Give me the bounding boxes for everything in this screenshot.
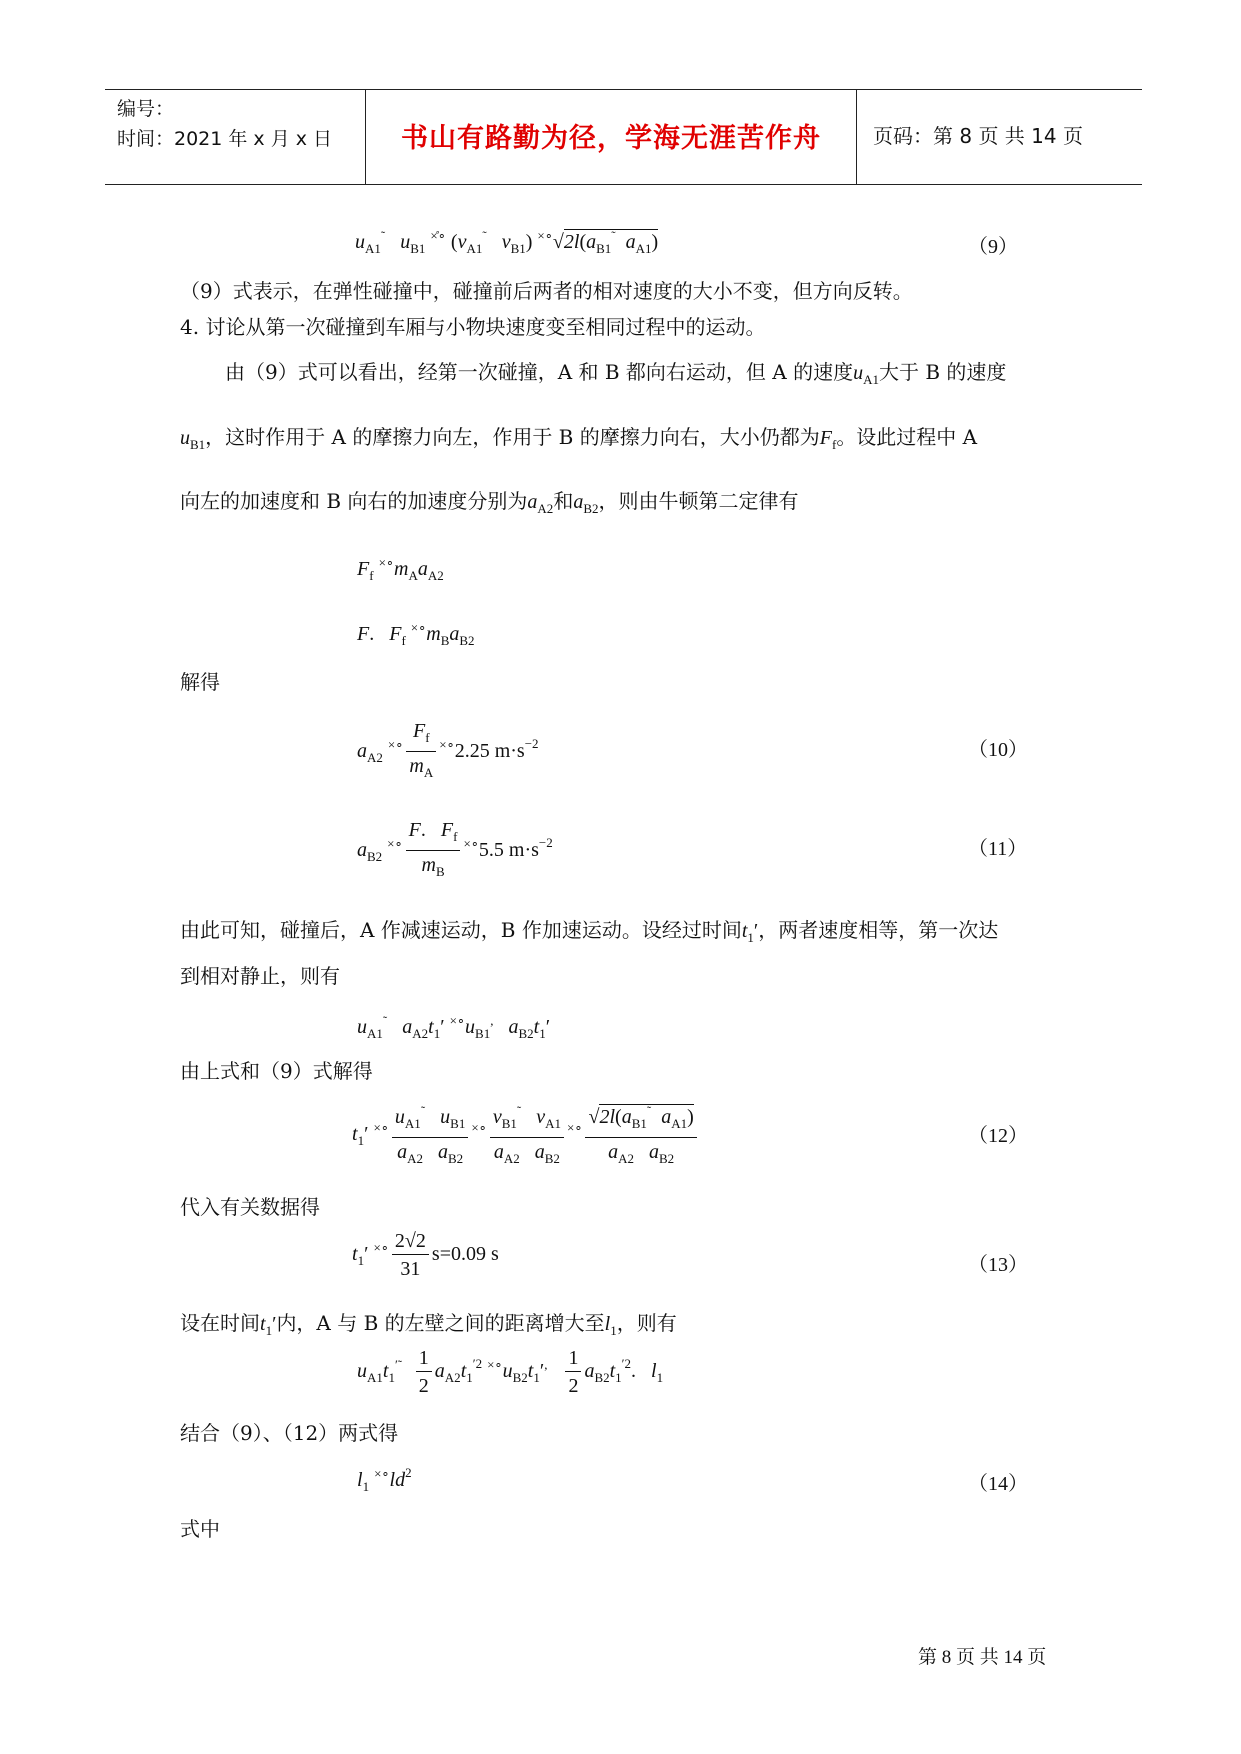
header-time: 时间：2021 年 x 月 x 日 (117, 128, 333, 150)
equation-14: $l_1$ $^{\times\circ}ld^2$ (357, 1465, 412, 1494)
paragraph-2-line-2: 到相对静止，则有 (180, 964, 340, 988)
equation-number-10: （10） (968, 739, 1028, 761)
label-jiede: 解得 (180, 670, 220, 694)
paragraph-2-line-1: 由此可知，碰撞后，A 作减速运动，B 作加速运动。设经过时间$t_1'$，两者速度相等，第一次达 (180, 918, 999, 945)
paragraph-eq9-explanation: （9）式表示，在弹性碰撞中，碰撞前后两者的相对速度的大小不变，但方向反转。 (180, 279, 913, 303)
equation-9: $u_{A1}^˜$ $u_{B1}$ ×̊∘ ($v_{A1}^˜$ $v_{B1}$) $^{\times\circ}√2l(a_{B1}^˜$ $a_{A1}$) (355, 228, 659, 256)
paragraph-5: 设在时间$t_1'$内，A 与 B 的左壁之间的距离增大至$l_1$，则有 (180, 1311, 677, 1338)
page-footer: 第 8 页 共 14 页 (918, 1647, 1047, 1668)
equation-displacement: $u_{A1}t_1^{'̃}$ $\frac{1}{2}$ $a_{A2}t_1^{'2}$ $^{\times\circ}u_{B2}t_1'^,$ $\frac{1}{2}$ $a_{B2}t_1^{'2}$. $l_1$ (357, 1347, 664, 1397)
equation-number-11: （11） (968, 838, 1028, 860)
header-serial: 编号： (117, 98, 175, 120)
paragraph-7: 式中 (180, 1517, 220, 1541)
equation-newton-a: $F_f$ $^{\times\circ}m_Aa_{A2}$ (357, 555, 444, 583)
equation-number-13: （13） (968, 1254, 1028, 1276)
page-header (105, 89, 1142, 185)
section-4-heading: 4. 讨论从第一次碰撞到车厢与小物块速度变至相同过程中的运动。 (180, 315, 766, 339)
paragraph-3: 由上式和（9）式解得 (180, 1059, 373, 1083)
equation-12: $t_1'$ ×∘ $\frac{u_{A1}^˜ u_{B1}}{a_{A2} a_{B2}}$ ×∘ $\frac{v_{B1}^˜ v_{A1}}{a_{A2} a_{B2}}$ ×∘ $\frac{√2l(a_{B1}^˜ a_{A1})}{a_{A2} a_{B2}}$ (352, 1098, 700, 1173)
equation-11: $a_{B2}$ ×∘ $\frac{F. F_f}{m_B}$ ×∘5.5 $m\cdot s^{-2}$ (357, 819, 553, 879)
equation-newton-b: F. $F_f$ $^{\times\circ}m_Ba_{B2}$ (357, 620, 475, 648)
header-divider (856, 90, 857, 184)
equation-number-14: （14） (968, 1473, 1028, 1495)
header-meta (117, 94, 332, 154)
paragraph-1-line-3: 向左的加速度和 B 向右的加速度分别为$a_{A2}$和$a_{B2}$，则由牛顿第二定律有 (180, 489, 799, 516)
equation-13: $t_1'$ ×∘ $\frac{2√2}{31}$ s=0.09 s (352, 1230, 499, 1280)
equation-10: $a_{A2}$ ×∘ $\frac{F_f}{m_A}$ ×∘2.25 $m\cdot s^{-2}$ (357, 720, 539, 780)
paragraph-6: 结合（9）、（12）两式得 (180, 1421, 399, 1445)
equation-relative-rest: $u_{A1}^˜$ $a_{A2}t_1'$ $^{\times\circ}u_{B1}^,$ $a_{B2}t_1'$ (357, 1013, 551, 1041)
paragraph-1-line-2: $u_{B1}$，这时作用于 A 的摩擦力向左，作用于 B 的摩擦力向右，大小仍都为$F_f$。设此过程中 A (180, 425, 978, 452)
paragraph-1-line-1: 由（9）式可以看出，经第一次碰撞，A 和 B 都向右运动，但 A 的速度$u_{A1}$大于 B 的速度 (225, 360, 1007, 387)
equation-number-12: （12） (968, 1125, 1028, 1147)
equation-number-9: （9） (968, 236, 1018, 258)
header-page-number: 页码：第 8 页 共 14 页 (873, 124, 1083, 148)
header-divider (365, 90, 366, 184)
paragraph-4: 代入有关数据得 (180, 1195, 320, 1219)
header-motto: 书山有路勤为径，学海无涯苦作舟 (401, 123, 821, 154)
